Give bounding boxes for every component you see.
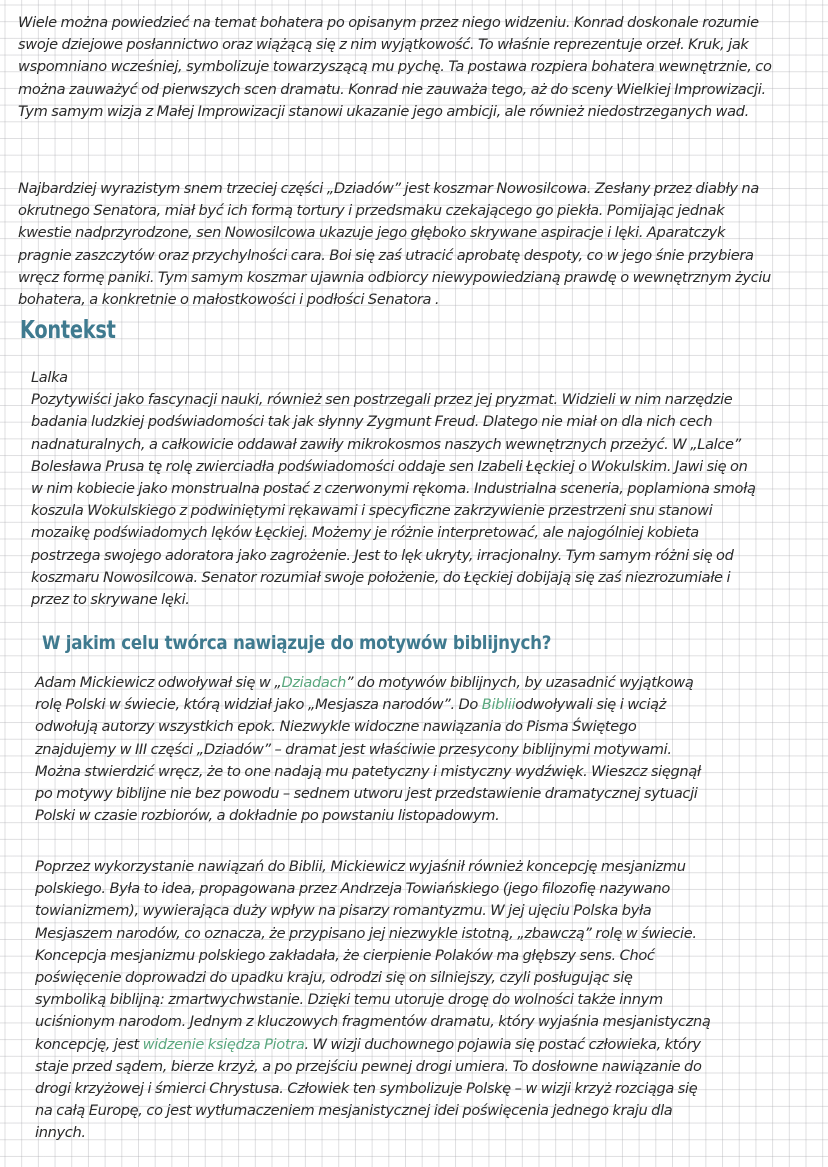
biblical-paragraph-1 [35,672,701,827]
text-line [35,694,701,716]
text-line: innych. [35,1124,86,1142]
text-line: wręcz formę paniki. Tym samym koszmar ujawnia odbiorcy niewypowiedzianą prawdę o wewnętrznym życiu [18,268,771,286]
text-line: poświęcenie doprowadzi do upadku kraju, odrodzi się on silniejszy, czyli posługując się [35,969,633,987]
text-line: koszula Wokulskiego z podwiniętymi rękawami i specyficzne zakrzywienie przestrzeni snu stanowi [31,502,713,520]
text-line: symboliką biblijną: zmartwychwstanie. Dzięki temu utoruje drogę do wolności także innym [35,991,663,1009]
text-segment: . W wizji duchownego pojawia się postać człowieka, który [304,1035,701,1053]
text-line: po motywy biblijne nie bez powodu – sednem utworu jest przedstawienie dramatycznej sytuacji [35,785,698,803]
biblical-paragraph-2 [35,856,711,1145]
text-line: uciśnionym narodom. Jednym z kluczowych fragmentów dramatu, który wyjaśnia mesjanistyczną [35,1013,711,1031]
text-line [35,672,701,694]
text-line: badania ludzkiej podświadomości tak jak słynny Zygmunt Freud. Dlatego nie miał on dla nich cech [31,413,713,431]
text-line: wspomniano wcześniej, symbolizuje towarzyszącą mu pychę. Ta postawa rozpiera bohatera wewnętrznie, co [18,58,772,76]
text-line: Najbardziej wyrazistym snem trzeciej części „Dziadów” jest koszmar Nowosilcowa. Zesłany przez diabły na [18,180,759,197]
text-line: Mesjaszem narodów, co oznacza, że przypisano jej niezwykle istotną, „zbawczą” rolę w świecie. [35,924,697,942]
text-segment: koncepcję, jest [35,1035,143,1053]
subheading-lalka: Lalka [31,369,68,386]
text-line: nadnaturalnych, a całkowicie oddawał zawiły mikrokosmos naszych wewnętrznych przeżyć. W „Lalce” [31,435,741,453]
section-heading-biblical: W jakim celu twórca nawiązuje do motywów biblijnych? [42,632,552,654]
text-line: Można stwierdzić wręcz, że to one nadają mu patetyczny i mistyczny wydźwięk. Wieszcz sięgnął [35,762,701,780]
text-line: koszmaru Nowosilcowa. Senator rozumiał swoje położenie, do Łęckiej dobijają się zaś niezrozumiałe i [31,568,731,586]
text-segment: ” do motywów biblijnych, by uzasadnić wyjątkową [346,674,694,691]
text-line: towianizmem), wywierająca duży wpływ na pisarzy romantyzmu. W jej ujęciu Polska była [35,902,652,920]
nowosilcow-paragraph [18,178,771,311]
text-line: Koncepcja mesjanizmu polskiego zakładała, że cierpienie Polaków ma głębszy sens. Choć [35,946,655,964]
text-line: drogi krzyżowej i śmierci Chrystusa. Człowiek ten symbolizuje Polskę – w wizji krzyż rozciąga się [35,1080,698,1098]
text-line: znajdujemy w III części „Dziadów” – dramat jest właściwie przesycony biblijnymi motywami. [35,740,672,758]
text-line: mozaikę podświadomych lęków Łęckiej. Możemy je różnie interpretować, ale najogólniej kobieta [31,524,699,542]
text-segment: rolę Polski w świecie, którą widział jako „Mesjasza narodów”. Do [35,696,482,714]
text-line: Wiele można powiedzieć na temat bohatera po opisanym przez niego widzeniu. Konrad doskonale rozumie [18,14,759,31]
text-segment: odwoływali się i wciąż [515,696,667,714]
text-line: Polski w czasie rozbiorów, a dokładnie po powstaniu listopadowym. [35,807,500,825]
kontekst-paragraph [31,367,756,611]
text-line: w nim kobiecie jako monstrualna postać z czerwonymi rękoma. Industrialna sceneria, poplamiona smołą [31,480,756,498]
text-line: Pozytywiści jako fascynacji nauki, również sen postrzegali przez jej pryzmat. Widzieli w nim narzędzie [31,391,733,409]
intro-paragraph [18,12,772,123]
text-line: staje przed sądem, bierze krzyż, a po przejściu pewnej drogi umiera. To dosłowne nawiązanie do [35,1057,702,1075]
text-line: odwołują autorzy wszystkich epok. Niezwykle widoczne nawiązania do Pisma Świętego [35,718,637,736]
text-line: Poprzez wykorzystanie nawiązań do Biblii, Mickiewicz wyjaśnił również koncepcję mesjanizmu [35,858,686,875]
text-segment: Adam Mickiewicz odwoływał się w „ [35,674,282,691]
text-line: swoje dziejowe posłannictwo oraz wiążącą się z nim wyjątkowość. To właśnie reprezentuje orzeł. Kruk, jak [18,36,749,54]
text-line: pragnie zaszczytów oraz przychylności cara. Boi się zaś utracić aprobatę despoty, co w jego śnie przybiera [18,246,754,264]
link-widzenie-ksiedza-piotra[interactable]: widzenie księdza Piotra [142,1035,305,1053]
text-line: bohatera, a konkretnie o małostkowości i podłości Senatora . [18,291,440,309]
text-line [35,1034,711,1056]
link-dziadach[interactable]: Dziadach [281,674,347,691]
section-heading-kontekst: Kontekst [20,315,116,344]
text-line: postrzega swojego adoratora jako zagrożenie. Jest to lęk ukryty, irracjonalny. Tym samym różni się od [31,546,734,564]
link-biblii[interactable]: Biblii [481,696,516,714]
text-line: przez to skrywane lęki. [31,591,190,609]
text-line: na całą Europę, co jest wytłumaczeniem mesjanistycznej idei poświęcenia jednego kraju dla [35,1102,673,1120]
text-line: okrutnego Senatora, miał być ich formą tortury i przedsmaku czekającego go piekła. Pomijając jednak [18,202,725,220]
text-line: Tym samym wizja z Małej Improwizacji stanowi ukazanie jego ambicji, ale również niedostrzeganych wad. [18,102,749,120]
text-line: kwestie nadprzyrodzone, sen Nowosilcowa ukazuje jego głęboko skrywane aspiracje i lęki. Aparatczyk [18,224,726,242]
text-line: można zauważyć od pierwszych scen dramatu. Konrad nie zauważa tego, aż do sceny Wielkiej Improwizacji. [18,80,766,98]
text-line: polskiego. Była to idea, propagowana przez Andrzeja Towiańskiego (jego filozofię nazywano [35,880,670,898]
text-line: Bolesława Prusa tę rolę zwierciadła podświadomości oddaje sen Izabeli Łęckiej o Wokulskim. Jawi się on [31,457,748,475]
